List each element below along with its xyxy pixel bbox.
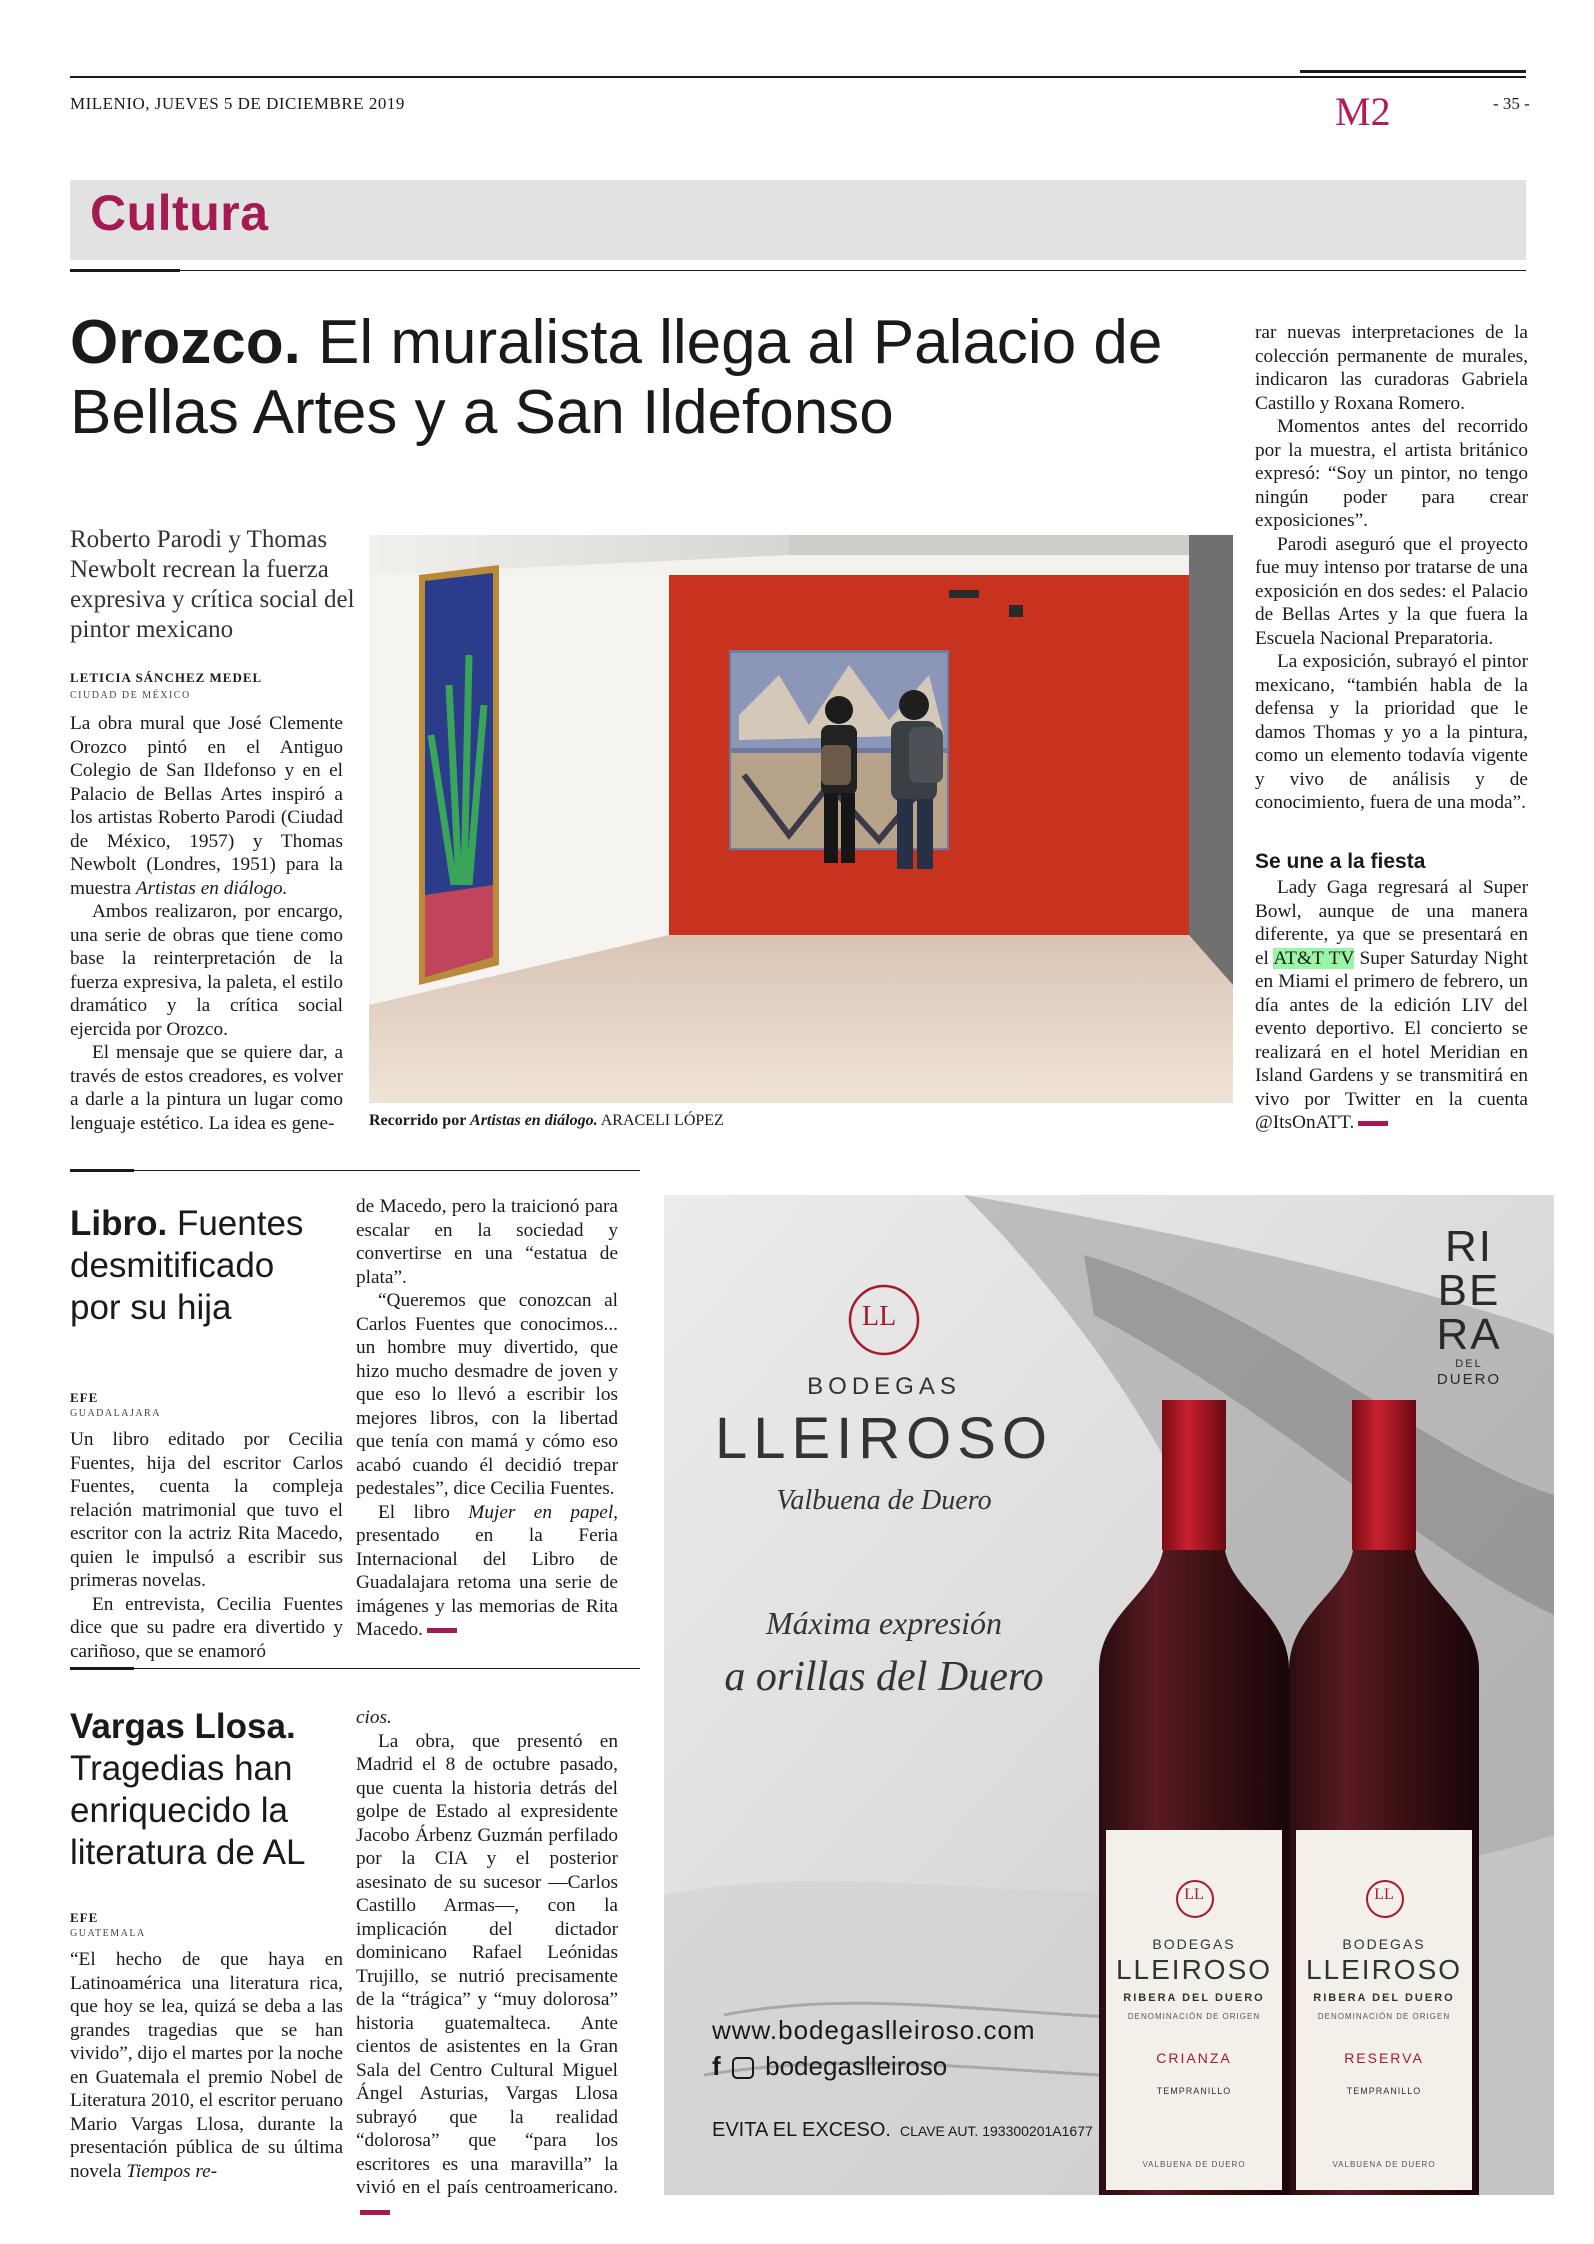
article-author: LETICIA SÁNCHEZ MEDEL xyxy=(70,670,263,685)
banner-rule xyxy=(70,270,1526,271)
headline-bold: Orozco. xyxy=(70,308,301,377)
vargas-col1-p1: “El hecho de que haya en Latinoamérica una literatura rica, que hoy se lea, quizá se deba a las grandes tragedias que se han vivido”, dijo el martes por la noche en Guatemala el premio Nobel de Literatura 2010, el escritor peruano Mario Vargas Llosa, durante la presentación pública de su última novela Tiempos re- xyxy=(70,1949,343,2182)
end-mark xyxy=(1358,1121,1388,1126)
bottle2-brand: LLEIROSO xyxy=(1305,1954,1463,1985)
bottle1-brand: LLEIROSO xyxy=(1115,1954,1273,1985)
top-rule xyxy=(70,76,1526,78)
article-col3-p1: rar nuevas interpretaciones de la colección permanente de murales, indicaron las curadoras Gabriela Castillo y Roxana Romero. xyxy=(1255,322,1528,414)
page-number: - 35 - xyxy=(1493,94,1530,113)
att-tv-highlight: AT&T TV xyxy=(1273,947,1354,969)
libro-col1-p2: En entrevista, Cecilia Fuentes dice que su padre era divertido y cariñoso, que se enamoró xyxy=(70,1593,343,1662)
libro-place: GUADALAJARA xyxy=(70,1408,161,1419)
section-label: M2 xyxy=(1335,89,1391,134)
bottle1-type: CRIANZA xyxy=(1156,2050,1232,2066)
facebook-icon: f xyxy=(712,2051,721,2081)
article-col1-p2: Ambos realizaron, por encargo, una serie de obras que tiene como base la reinterpretación de la fuerza expresiva, la paleta, el estilo dramático y la crítica social ejercida por Orozco. xyxy=(70,901,343,1040)
libro-col2 xyxy=(356,1195,618,1642)
gallery-photo xyxy=(369,535,1233,1103)
bottle1-brand-top: BODEGAS xyxy=(1152,1936,1236,1952)
lower-rule-accent xyxy=(70,1169,134,1172)
article-subhead: Se une a la fiesta xyxy=(1255,850,1426,873)
article-col3 xyxy=(1255,321,1528,815)
article-col3-p2: Momentos antes del recorrido por la muestra, el artista británico expresó: “Soy un pintor, no tengo ningún poder para crear exposiciones”. xyxy=(1255,416,1528,531)
bottle1-monogram: LL xyxy=(1184,1886,1204,1903)
article-deck: Roberto Parodi y Thomas Newbolt recrean la fuerza expresiva y crítica social del pintor mexicano xyxy=(70,526,355,643)
bottle2-brand-top: BODEGAS xyxy=(1342,1936,1426,1952)
bottle1-grape: TEMPRANILLO xyxy=(1156,2086,1232,2096)
ad-social[interactable]: f bodegaslleiroso xyxy=(712,2051,948,2081)
ad-tagline-1: Máxima expresión xyxy=(765,1605,1003,1641)
top-rule-accent xyxy=(1300,70,1526,73)
ad-warning: EVITA EL EXCESO. xyxy=(712,2119,891,2141)
bottle2-bottom: VALBUENA DE DUERO xyxy=(1332,2160,1436,2169)
main-headline xyxy=(70,308,1230,448)
libro-col1-p1: Un libro editado por Cecilia Fuentes, hija del escritor Carlos Fuentes, cuenta la compleja relación matrimonial que tuvo el escritor con la actriz Rita Macedo, quien le impulsó a escribir sus primeras novelas. xyxy=(70,1429,343,1591)
libro-agency: EFE xyxy=(70,1390,99,1405)
ad-monogram: LL xyxy=(862,1301,897,1332)
section-banner xyxy=(70,180,1526,260)
ad-clave: CLAVE AUT. 193300201A1677 xyxy=(900,2123,1093,2139)
article-col3-b-p1: Lady Gaga regresará al Super Bowl, aunque de una manera diferente, ya que se presentará en el AT&T TV Super Saturday Night en Miami el primero de febrero, un día antes de la edición LIV del evento deportivo. El concierto se realizará en el hotel Meridian en Island Gardens y se transmitirá en vivo por Twitter en la cuenta @ItsOnATT. xyxy=(1255,877,1528,1133)
bottle1-denom: DENOMINACIÓN DE ORIGEN xyxy=(1127,2012,1261,2021)
vargas-col2-p0: cios. xyxy=(356,1707,392,1728)
vargas-place: GUATEMALA xyxy=(70,1928,146,1939)
wine-advertisement[interactable] xyxy=(664,1195,1554,2195)
photo-caption: Recorrido por Artistas en diálogo. ARACELI LÓPEZ xyxy=(369,1112,724,1129)
section-title: Cultura xyxy=(90,185,269,241)
gallery-photo-svg xyxy=(369,535,1233,1103)
vargas-agency: EFE xyxy=(70,1910,99,1925)
article-place: CIUDAD DE MÉXICO xyxy=(70,690,191,701)
article-col3-p4: La exposición, subrayó el pintor mexicano, “también habla de la defensa y la prioridad que le damos Thomas y yo a la pintura, como un elemento todavía vigente y vivo de análisis y de conocimiento, fuera de una moda”. xyxy=(1255,651,1528,813)
libro-col2-p2: “Queremos que conozcan al Carlos Fuentes que conocimos... un hombre muy divertido, que hizo mucho desmadre de joven y que eso lo llevó a escribir los mejores libros, con la libertad que tenía con mamá y cómo eso acabó cuando él decidió trepar pedestales”, dice Cecilia Fuentes. xyxy=(356,1290,618,1499)
bottle1-region: RIBERA DEL DUERO xyxy=(1123,1992,1265,2004)
bottle2-grape: TEMPRANILLO xyxy=(1346,2086,1422,2096)
article-col1-p3: El mensaje que se quiere dar, a través de estos creadores, es volver a darle a la pintura un lugar como lenguaje estético. La idea es gene- xyxy=(70,1042,343,1134)
ad-brand-top: BODEGAS xyxy=(807,1373,961,1400)
libro-col1 xyxy=(70,1428,343,1663)
libro-headline: Libro. Fuentes desmitificado por su hija xyxy=(70,1204,304,1327)
banner-rule-accent xyxy=(70,269,180,272)
article-col3-p3: Parodi aseguró que el proyecto fue muy intenso por tratarse de una exposición en dos sedes: el Palacio de Bellas Artes y la que fuera la Escuela Nacional Preparatoria. xyxy=(1255,533,1528,649)
instagram-icon xyxy=(732,2057,754,2079)
vargas-rule-accent xyxy=(70,1667,134,1670)
bottle2-denom: DENOMINACIÓN DE ORIGEN xyxy=(1317,2012,1451,2021)
bottle1-bottom: VALBUENA DE DUERO xyxy=(1142,2160,1246,2169)
lower-rule xyxy=(70,1170,640,1171)
vargas-col2-p1: La obra, que presentó en Madrid el 8 de octubre pasado, que cuenta la historia detrás del golpe de Estado al expresidente Jacobo Árbenz Guzmán perfilado por la CIA y el posterior asesinato de su sucesor —Carlos Castillo Armas—, con la implicación del dictador dominicano Rafael Leónidas Trujillo, se nutrió precisamente de la “trágica” y “muy dolorosa” historia guatemalteca. Ante cientos de asistentes en la Gran Sala del Centro Cultural Miguel Ángel Asturias, Vargas Llosa subrayó que la realidad “dolorosa” que “para los escritores es una maravilla” la vivió en el país centroamericano. xyxy=(356,1730,618,2224)
bottle2-region: RIBERA DEL DUERO xyxy=(1313,1992,1455,2004)
ad-ribera-logo: RI BE RA DEL DUERO xyxy=(1436,1222,1502,1388)
vargas-col1 xyxy=(70,1948,343,2183)
ad-website[interactable]: www.bodegaslleiroso.com xyxy=(712,2015,1036,2045)
vargas-rule xyxy=(70,1668,640,1669)
ad-place: Valbuena de Duero xyxy=(776,1485,992,1516)
headline-rest: El muralista llega al Palacio de Bellas Artes y a San Ildefonso xyxy=(70,308,1163,447)
bottle-crianza xyxy=(1094,1400,1294,2195)
article-col3-b xyxy=(1255,876,1528,1135)
libro-col2-p3: El libro Mujer en papel, presentado en la Feria Internacional del Libro de Guadalajara retoma una serie de imágenes y las memorias de Rita Macedo. xyxy=(356,1501,618,1640)
bottle2-monogram: LL xyxy=(1374,1886,1394,1903)
libro-col2-p1: de Macedo, pero la traicionó para escalar en la sociedad y convertirse en una “estatua de plata”. xyxy=(356,1196,618,1288)
ad-brand: LLEIROSO xyxy=(714,1406,1054,1471)
ad-tagline-2: a orillas del Duero xyxy=(724,1654,1044,1700)
bottle-reserva xyxy=(1284,1400,1484,2195)
bottle2-type: RESERVA xyxy=(1344,2050,1424,2066)
article-col1-p1: La obra mural que José Clemente Orozco pintó en el Antiguo Colegio de San Ildefonso y en el Palacio de Bellas Artes inspiró a los artistas Roberto Parodi (Ciudad de México, 1957) y Thomas Newbolt (Londres, 1951) para la muestra Artistas en diálogo. xyxy=(70,713,343,899)
article-col1 xyxy=(70,712,343,1135)
page-date: MILENIO, JUEVES 5 DE DICIEMBRE 2019 xyxy=(70,94,405,113)
vargas-headline: Vargas Llosa. Tragedias han enriquecido la literatura de AL xyxy=(70,1707,306,1872)
vargas-col2 xyxy=(356,1706,618,2223)
